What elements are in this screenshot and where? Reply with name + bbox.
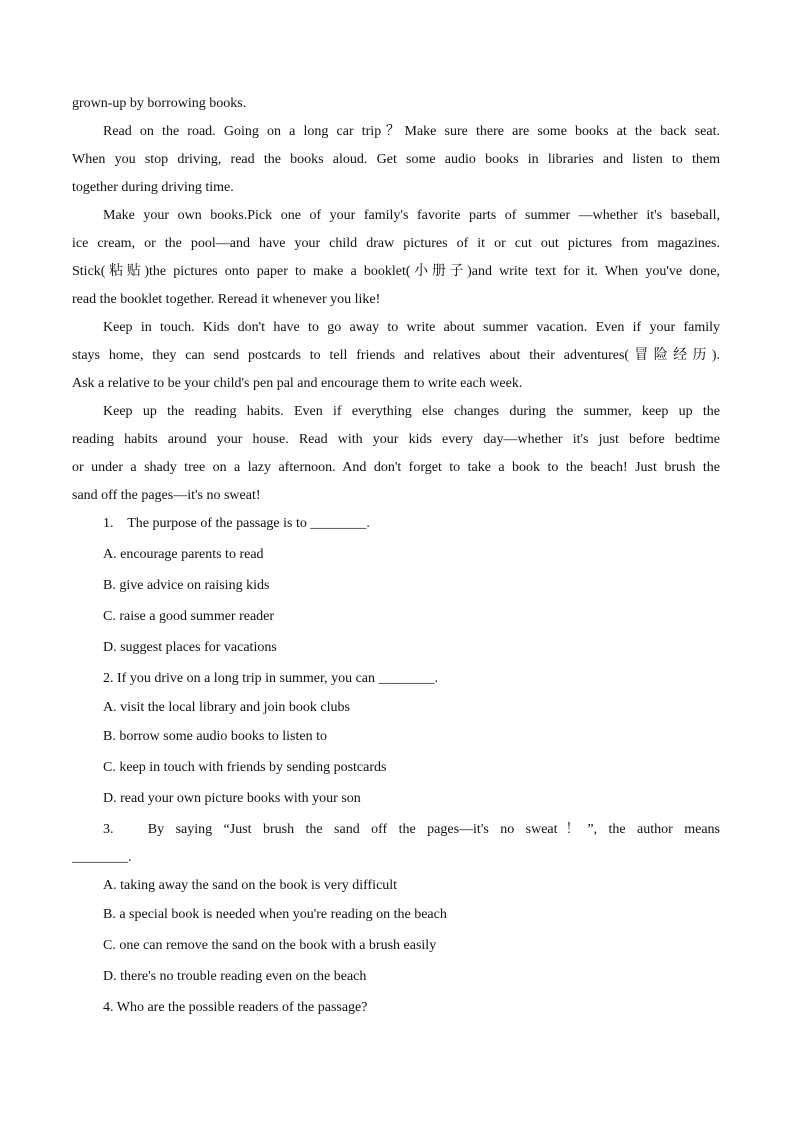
paragraph-line: Read on the road. Going on a long car trip？Make sure there are some books at the back seat.: [103, 124, 720, 139]
paragraph-line: Keep in touch. Kids don't have to go away to write about summer vacation. Even if your family: [103, 320, 720, 335]
option-c[interactable]: C. one can remove the sand on the book with a brush easily: [103, 938, 437, 953]
question-text: The purpose of the passage is to ________.: [127, 516, 370, 531]
question-number: 4.: [103, 1000, 114, 1015]
option-d[interactable]: D. there's no trouble reading even on the beach: [103, 969, 367, 984]
paragraph-line: stays home, they can send postcards to tell friends and relatives about their adventures(冒险经历).: [72, 348, 720, 363]
option-a[interactable]: A. visit the local library and join book clubs: [103, 700, 350, 715]
paragraph-line: grown-up by borrowing books.: [72, 96, 247, 111]
paragraph-line: or under a shady tree on a lazy afternoon. And don't forget to take a book to the beach! Just brush the: [72, 460, 720, 475]
question-number: 3.: [103, 822, 114, 837]
paragraph-line: read the booklet together. Reread it whenever you like!: [72, 292, 381, 307]
question-3-blank: ________.: [72, 850, 132, 865]
option-c[interactable]: C. raise a good summer reader: [103, 609, 275, 624]
document-page: [72, 94, 720, 1029]
paragraph-line: Keep up the reading habits. Even if everything else changes during the summer, keep up the: [103, 404, 720, 419]
question-text: By saying “Just brush the sand off the pages—it's no sweat！”, the author means: [147, 822, 721, 837]
question-number: 1.: [103, 516, 114, 531]
question-text: Who are the possible readers of the passage?: [116, 1000, 368, 1015]
option-d[interactable]: D. read your own picture books with your son: [103, 791, 361, 806]
question-text: If you drive on a long trip in summer, you can ________.: [117, 671, 438, 686]
option-b[interactable]: B. borrow some audio books to listen to: [103, 729, 327, 744]
question-3: [72, 820, 720, 848]
paragraph-line: When you stop driving, read the books aloud. Get some audio books in libraries and listen to them: [72, 152, 720, 167]
paragraph-line: Make your own books.Pick one of your family's favorite parts of summer —whether it's baseball,: [103, 208, 720, 223]
question-2: [72, 669, 720, 698]
option-b[interactable]: B. give advice on raising kids: [103, 578, 270, 593]
option-a[interactable]: A. encourage parents to read: [103, 547, 264, 562]
paragraph-line: sand off the pages—it's no sweat!: [72, 488, 261, 503]
option-d[interactable]: D. suggest places for vacations: [103, 640, 277, 655]
paragraph-line: ice cream, or the pool—and have your child draw pictures of it or cut out pictures from magazines.: [72, 236, 720, 251]
question-4: [72, 998, 720, 1029]
option-b[interactable]: B. a special book is needed when you're reading on the beach: [103, 907, 447, 922]
question-1: [72, 514, 720, 545]
paragraph-line: reading habits around your house. Read with your kids every day—whether it's just before bedtime: [72, 432, 720, 447]
option-c[interactable]: C. keep in touch with friends by sending postcards: [103, 760, 387, 775]
paragraph-line: together during driving time.: [72, 180, 234, 195]
paragraph-line: Stick(粘贴)the pictures onto paper to make a booklet(小册子)and write text for it. When you've done,: [72, 264, 720, 279]
question-number: 2.: [103, 671, 114, 686]
option-a[interactable]: A. taking away the sand on the book is very difficult: [103, 878, 398, 893]
paragraph-line: Ask a relative to be your child's pen pal and encourage them to write each week.: [72, 376, 523, 391]
